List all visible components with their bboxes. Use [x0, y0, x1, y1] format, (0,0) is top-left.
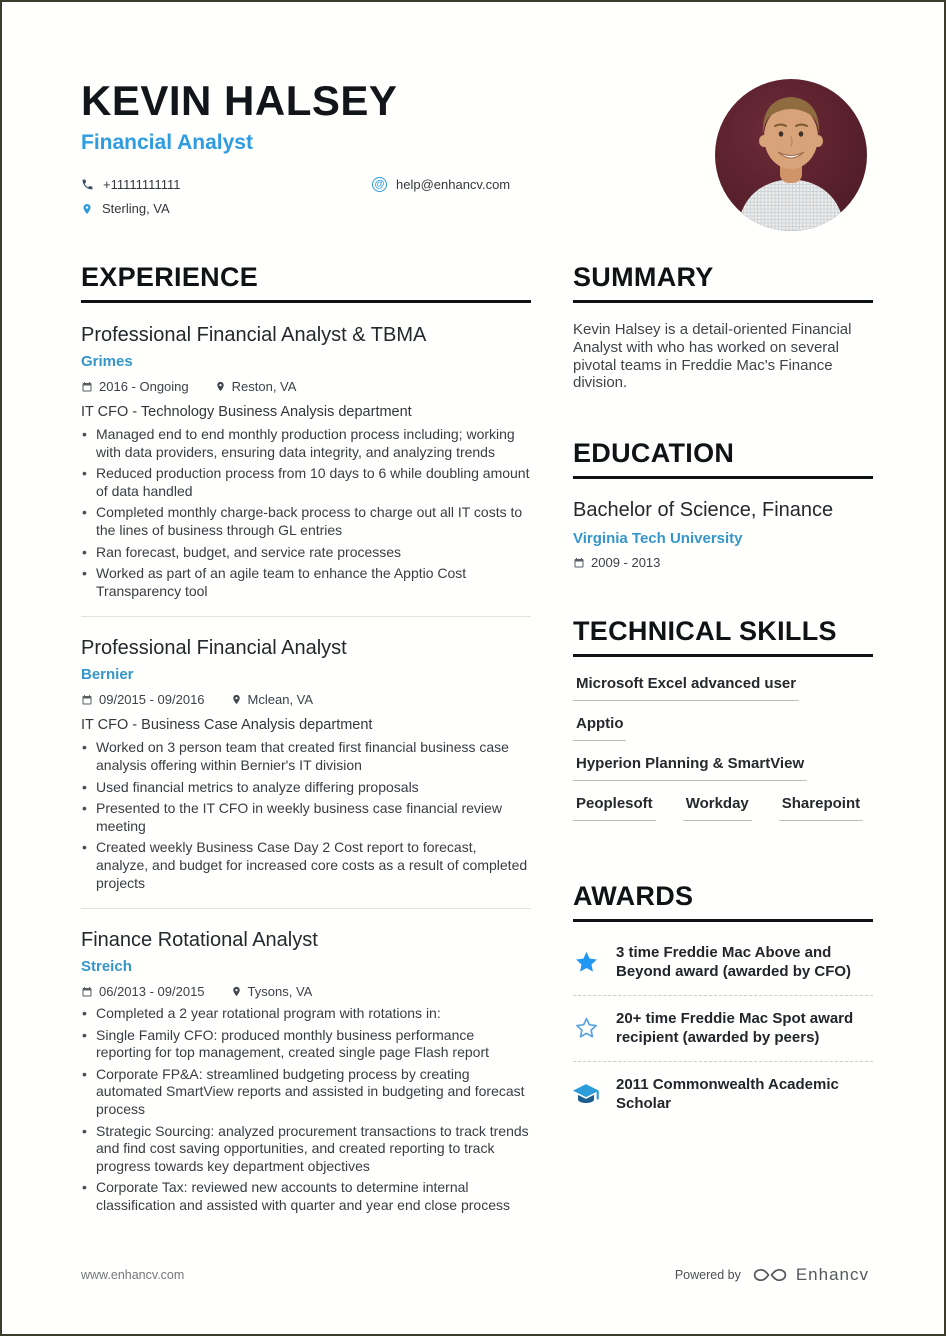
- summary-section: [573, 262, 873, 392]
- job-bullet: • Used financial metrics to analyze differing proposals: [81, 779, 531, 797]
- main-content: [81, 262, 869, 1219]
- skill-item: Apptio: [573, 715, 626, 741]
- summary-heading: SUMMARY: [573, 262, 873, 303]
- skills-section: [573, 616, 873, 835]
- email-row[interactable]: [372, 177, 561, 192]
- job-dates-text: 09/2015 - 09/2016: [99, 692, 205, 708]
- skill-item: Peoplesoft: [573, 795, 656, 821]
- experience-entry: [81, 616, 531, 892]
- header: [81, 79, 869, 216]
- job-location: [231, 984, 313, 999]
- contact-info: [81, 177, 561, 216]
- job-dates-text: 2016 - Ongoing: [99, 379, 189, 394]
- job-bullet: • Strategic Sourcing: analyzed procurement transactions to track trends and find cost saving opportunities, and created reporting to track progress towards key department objectives: [81, 1123, 531, 1176]
- location-pin-icon: [231, 985, 242, 998]
- star-outline-icon: [573, 1016, 599, 1041]
- skills-list: [573, 675, 873, 835]
- job-bullet-list: [81, 426, 531, 600]
- job-bullet: • Corporate Tax: reviewed new accounts to determine internal classification and assisted with quarter and year end close process: [81, 1179, 531, 1214]
- job-bullet-list: [81, 1005, 531, 1215]
- job-company: Streich: [81, 958, 132, 976]
- job-meta: [81, 692, 531, 707]
- job-department: IT CFO - Business Case Analysis department: [81, 717, 373, 734]
- enhancv-brand-name: Enhancv: [795, 1265, 869, 1284]
- award-text: 2011 Commonwealth Academic Scholar: [616, 1076, 839, 1112]
- education-section: [573, 438, 873, 570]
- job-dates-text: 06/2013 - 09/2015: [99, 984, 205, 1000]
- job-dates: [81, 984, 205, 999]
- education-degree: Bachelor of Science, Finance: [573, 499, 834, 522]
- job-bullet: • Reduced production process from 10 days to 6 while doubling amount of data handled: [81, 465, 531, 500]
- star-filled-icon: [573, 950, 599, 975]
- awards-list: [573, 940, 873, 1127]
- job-meta: [81, 984, 531, 999]
- skill-item: Sharepoint: [779, 795, 863, 821]
- location-text: Sterling, VA: [102, 201, 170, 216]
- awards-heading: AWARDS: [573, 881, 873, 922]
- job-dates: [81, 379, 189, 394]
- job-department: IT CFO - Technology Business Analysis department: [81, 404, 412, 420]
- footer-website-link[interactable]: www.enhancv.com: [81, 1268, 185, 1282]
- graduation-cap-icon: [573, 1083, 599, 1107]
- job-location-text: Tysons, VA: [247, 984, 313, 1000]
- skill-item: Hyperion Planning & SmartView: [573, 755, 807, 781]
- job-bullet: • Single Family CFO: produced monthly business performance reporting for top management, created single page Flash report: [81, 1027, 531, 1062]
- location-row: [81, 201, 372, 216]
- education-dates: [573, 555, 873, 570]
- award-entry: [573, 996, 873, 1062]
- job-location-text: Reston, VA: [231, 379, 297, 394]
- calendar-icon: [81, 986, 93, 998]
- job-bullet: • Managed end to end monthly production process including; working with data providers, ensuring data integrity, and analyzing trends: [81, 426, 531, 461]
- powered-by: [675, 1264, 869, 1286]
- profile-photo: [715, 79, 867, 231]
- job-meta: [81, 379, 531, 394]
- candidate-name: KEVIN HALSEY: [81, 77, 398, 124]
- right-column: [573, 262, 873, 1219]
- phone-number: +11111111111: [103, 177, 181, 192]
- job-bullet-list: [81, 739, 531, 892]
- job-dates: [81, 692, 205, 707]
- location-pin-icon: [231, 693, 242, 706]
- skill-item: Workday: [683, 795, 752, 821]
- phone-icon: [81, 178, 94, 191]
- job-location-text: Mclean, VA: [247, 692, 314, 708]
- experience-list: [81, 321, 531, 1215]
- email-icon: @: [372, 177, 387, 192]
- job-title: Professional Financial Analyst: [81, 637, 347, 660]
- education-heading: EDUCATION: [573, 438, 873, 479]
- enhancv-logo-icon: [752, 1264, 788, 1286]
- job-bullet: • Worked as part of an agile team to enhance the Apptio Cost Transparency tool: [81, 565, 531, 600]
- education-school: Virginia Tech University: [573, 530, 743, 548]
- calendar-icon: [81, 381, 93, 393]
- job-location: [231, 692, 314, 707]
- awards-section: [573, 881, 873, 1127]
- job-bullet: • Completed a 2 year rotational program with rotations in:: [81, 1005, 531, 1023]
- left-column: [81, 262, 531, 1219]
- location-pin-icon: [215, 380, 226, 393]
- job-bullet: • Completed monthly charge-back process to charge out all IT costs to the lines of business through GL entries: [81, 504, 531, 539]
- candidate-title: Financial Analyst: [81, 131, 253, 154]
- experience-entry: [81, 908, 531, 1215]
- calendar-icon: [573, 557, 585, 569]
- calendar-icon: [81, 694, 93, 706]
- job-bullet: • Ran forecast, budget, and service rate processes: [81, 544, 531, 562]
- award-entry: [573, 940, 873, 996]
- award-entry: [573, 1062, 873, 1127]
- summary-text: Kevin Halsey is a detail-oriented Financial Analyst with who has worked on several pivotal teams in Freddie Mac's Finance division.: [573, 321, 852, 392]
- location-pin-icon: [81, 202, 93, 216]
- job-bullet: • Created weekly Business Case Day 2 Cost report to forecast, analyze, and budget for increased core costs as a result of completed projects: [81, 839, 531, 892]
- job-bullet: • Worked on 3 person team that created first financial business case analysis offering within Bernier's IT division: [81, 739, 531, 774]
- phone-row[interactable]: [81, 177, 372, 192]
- skill-item: Microsoft Excel advanced user: [573, 675, 799, 701]
- footer: [81, 1264, 869, 1286]
- award-text: 20+ time Freddie Mac Spot award recipient (awarded by peers): [616, 1010, 854, 1046]
- email-address: help@enhancv.com: [396, 177, 511, 192]
- job-title: Finance Rotational Analyst: [81, 929, 318, 952]
- powered-by-label: Powered by: [674, 1268, 741, 1282]
- job-bullet: • Corporate FP&A: streamlined budgeting process by creating automated SmartView reports and assisted in budgeting and forecast process: [81, 1066, 531, 1119]
- job-title: Professional Financial Analyst & TBMA: [81, 324, 427, 346]
- education-dates-text: 2009 - 2013: [591, 555, 661, 571]
- job-bullet: • Presented to the IT CFO in weekly business case financial review meeting: [81, 800, 531, 835]
- job-company: Bernier: [81, 666, 134, 684]
- job-location: [215, 379, 297, 394]
- job-company: Grimes: [81, 353, 133, 370]
- experience-heading: EXPERIENCE: [81, 262, 531, 303]
- experience-entry: [81, 321, 531, 600]
- enhancv-brand-link[interactable]: [752, 1264, 869, 1286]
- skills-heading: TECHNICAL SKILLS: [573, 616, 873, 657]
- award-text: 3 time Freddie Mac Above and Beyond award (awarded by CFO): [616, 944, 852, 980]
